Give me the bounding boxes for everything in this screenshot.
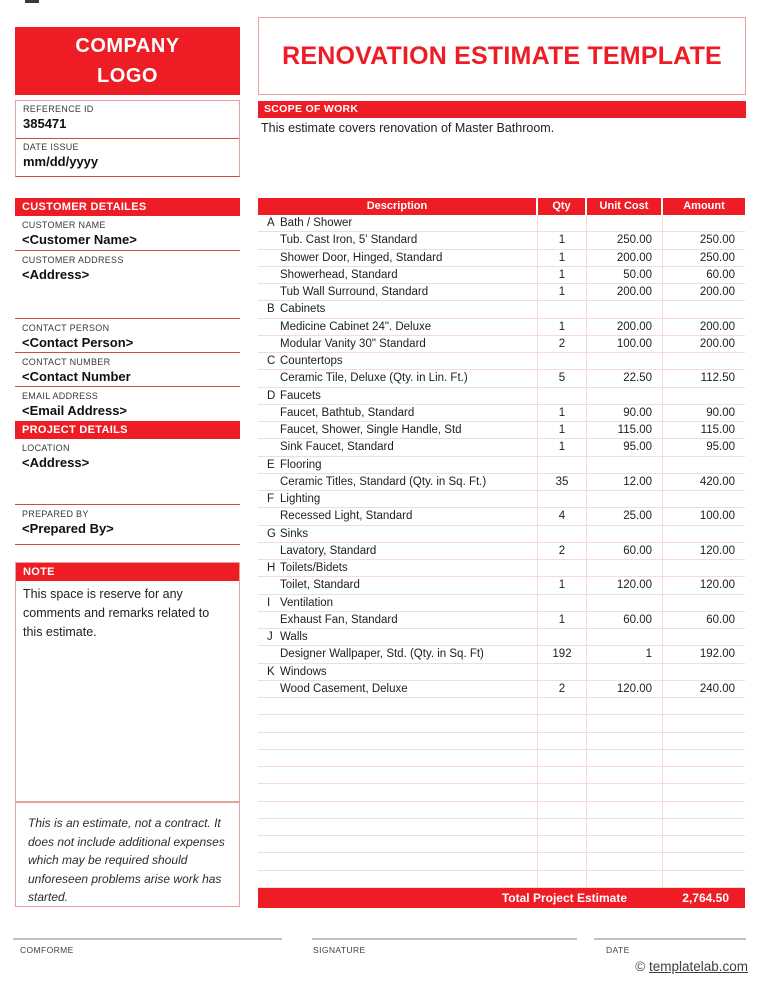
company-logo-line2: LOGO [97,65,158,87]
amount-cell [663,750,745,766]
section-letter: C [267,355,276,367]
qty-cell [538,871,587,887]
customer-address-label: CUSTOMER ADDRESS [22,255,124,265]
table-body [258,215,745,888]
comforme-label: COMFORME [20,945,74,955]
qty-cell: 5 [538,370,587,386]
description-cell [258,284,538,300]
qty-cell [538,560,587,576]
empty-row [258,698,745,715]
empty-row [258,767,745,784]
qty-cell [538,664,587,680]
date-label: DATE [606,945,630,955]
amount-cell: 120.00 [699,579,735,592]
section-letter: E [267,458,275,471]
amount-cell: 115.00 [700,424,735,436]
date-signature-line [594,938,746,940]
amount-cell [663,698,745,714]
qty-cell [538,819,587,835]
empty-row [258,784,745,801]
column-header-description: Description [258,198,538,215]
customer-address-value: <Address> [22,267,90,282]
column-header-unit-cost: Unit Cost [587,198,663,215]
item-row [258,336,745,353]
description-text: Modular Vanity 30" Standard [280,337,426,350]
unit-cost-cell [587,301,663,317]
qty-cell: 1 [538,439,587,455]
amount-cell: 250.00 [699,234,735,247]
reference-box [15,100,240,177]
qty-cell [538,215,587,231]
description-cell [258,784,538,800]
item-row [258,319,745,336]
description-text: Sink Faucet, Standard [280,441,394,454]
description-text: Bath / Shower [280,217,353,229]
qty-cell: 1 [538,612,587,628]
description-cell [258,508,538,524]
section-letter: I [267,596,271,609]
amount-cell [663,871,745,887]
amount-cell [663,733,745,749]
description-text: Recessed Light, Standard [280,510,413,523]
qty-cell: 1 [538,232,587,248]
company-logo-line1: COMPANY [75,35,180,57]
description-text: Ventilation [280,596,334,609]
note-box [15,562,240,802]
amount-cell [663,836,745,852]
description-cell [258,353,538,369]
description-cell [258,560,538,576]
amount-cell [663,853,745,869]
amount-cell: 250.00 [699,251,735,264]
customer-name-value: <Customer Name> [22,232,137,247]
description-cell [258,439,538,455]
date-issue-label: DATE ISSUE [23,142,79,152]
description-cell [258,301,538,317]
unit-cost-cell: 100.00 [587,336,663,352]
description-cell [258,526,538,542]
description-cell [258,819,538,835]
unit-cost-cell: 50.00 [587,267,663,283]
qty-cell [538,526,587,542]
unit-cost-cell: 12.00 [587,474,663,490]
amount-cell: 200.00 [699,286,735,298]
column-header-amount: Amount [663,198,745,215]
description-cell [258,853,538,869]
unit-cost-cell [587,698,663,714]
qty-cell [538,595,587,611]
description-cell [258,646,538,662]
amount-cell [663,595,745,611]
unit-cost-cell: 200.00 [587,250,663,266]
total-value: 2,764.50 [682,890,729,905]
description-text: Tub Wall Surround, Standard [280,286,429,298]
description-text: Walls [280,631,308,643]
description-text: Faucet, Bathtub, Standard [280,406,415,419]
section-row [258,457,745,474]
unit-cost-cell [587,491,663,507]
description-cell [258,336,538,352]
unit-cost-cell [587,664,663,680]
section-row [258,215,745,232]
column-header-qty: Qty [538,198,587,215]
unit-cost-cell: 90.00 [587,405,663,421]
section-letter: F [267,493,275,505]
email-address-field [15,387,240,421]
amount-cell [663,819,745,835]
date-issue-value: mm/dd/yyyy [23,154,99,169]
reference-id-value: 385471 [23,116,67,131]
amount-cell [663,560,745,576]
description-cell [258,698,538,714]
qty-cell: 1 [538,577,587,593]
customer-details-header: CUSTOMER DETAILES [15,198,240,216]
description-cell [258,457,538,473]
description-text: Lavatory, Standard [280,544,377,557]
estimate-table [258,198,745,908]
description-cell [258,319,538,335]
unit-cost-cell [587,560,663,576]
item-row [258,284,745,301]
templatelab-link[interactable]: templatelab.com [648,959,748,974]
unit-cost-cell: 1 [587,646,663,662]
amount-cell: 120.00 [699,544,735,557]
page-title: RENOVATION ESTIMATE TEMPLATE [282,41,722,70]
unit-cost-cell [587,353,663,369]
credit [635,959,748,974]
item-row [258,267,745,284]
copyright-icon: © [635,959,646,974]
qty-cell [538,491,587,507]
amount-cell: 420.00 [699,475,735,488]
qty-cell [538,698,587,714]
item-row [258,370,745,387]
section-row [258,526,745,543]
amount-cell: 200.00 [699,320,735,333]
amount-cell [663,301,745,317]
description-cell [258,388,538,404]
unit-cost-cell [587,595,663,611]
qty-cell [538,853,587,869]
section-letter: D [267,389,276,402]
empty-row [258,819,745,836]
scope-of-work-header: SCOPE OF WORK [258,101,746,118]
qty-cell: 1 [538,250,587,266]
signature-label: SIGNATURE [313,945,366,955]
unit-cost-cell: 200.00 [587,284,663,300]
amount-cell: 100.00 [699,510,735,523]
note-text: This space is reserve for any comments and remarks related to this estimate. [23,587,210,639]
unit-cost-cell [587,836,663,852]
section-row [258,629,745,646]
disclaimer-box [15,802,240,907]
unit-cost-cell: 200.00 [587,319,663,335]
description-text: Wood Casement, Deluxe [280,682,408,695]
description-cell [258,836,538,852]
description-text: Faucets [280,389,321,402]
amount-cell [663,457,745,473]
amount-cell: 200.00 [699,337,735,350]
amount-cell [663,388,745,404]
location-field [15,439,240,505]
item-row [258,474,745,491]
qty-cell [538,715,587,731]
description-text: Exhaust Fan, Standard [280,613,398,626]
amount-cell [663,491,745,507]
amount-cell [663,664,745,680]
description-text: Ceramic Tile, Deluxe (Qty. in Lin. Ft.) [280,372,468,385]
qty-cell [538,629,587,645]
qty-cell [538,457,587,473]
contact-person-field [15,319,240,353]
description-cell [258,491,538,507]
description-text: Shower Door, Hinged, Standard [280,251,443,264]
total-label: Total Project Estimate [501,890,627,905]
qty-cell [538,836,587,852]
description-cell [258,215,538,231]
location-value: <Address> [22,455,90,470]
email-address-value: <Email Address> [22,403,128,418]
item-row [258,646,745,663]
empty-row [258,871,745,888]
description-text: Faucet, Shower, Single Handle, Std [280,424,462,436]
table-header-row [258,198,745,215]
contact-number-label: CONTACT NUMBER [22,357,111,367]
qty-cell: 4 [538,508,587,524]
customer-name-label: CUSTOMER NAME [22,220,106,230]
description-text: Flooring [280,458,322,471]
contact-number-value: <Contact Number [22,369,131,384]
section-row [258,664,745,681]
contact-number-field [15,353,240,387]
section-row [258,353,745,370]
description-cell [258,750,538,766]
note-header: NOTE [16,563,239,581]
unit-cost-cell [587,733,663,749]
unit-cost-cell: 115.00 [587,422,663,438]
company-logo [15,27,240,95]
qty-cell [538,353,587,369]
qty-cell: 2 [538,543,587,559]
description-cell [258,681,538,697]
section-row [258,595,745,612]
item-row [258,422,745,439]
item-row [258,577,745,594]
total-row [258,888,745,908]
description-text: Toilet, Standard [280,579,360,592]
description-text: Countertops [280,355,343,367]
item-row [258,232,745,249]
description-cell [258,767,538,783]
signature-line [312,938,577,940]
prepared-by-label: PREPARED BY [22,509,89,519]
description-cell [258,267,538,283]
amount-cell: 60.00 [706,613,735,626]
unit-cost-cell [587,853,663,869]
unit-cost-cell [587,802,663,818]
qty-cell [538,750,587,766]
section-row [258,301,745,318]
scan-artifact [25,0,39,3]
unit-cost-cell: 95.00 [587,439,663,455]
qty-cell: 2 [538,681,587,697]
unit-cost-cell [587,526,663,542]
description-cell [258,370,538,386]
prepared-by-value: <Prepared By> [22,521,114,536]
description-cell [258,405,538,421]
qty-cell: 2 [538,336,587,352]
unit-cost-cell [587,750,663,766]
description-cell [258,871,538,887]
description-text: Cabinets [280,303,326,316]
qty-cell: 35 [538,474,587,490]
description-text: Sinks [280,527,309,540]
section-row [258,560,745,577]
description-cell [258,577,538,593]
customer-name-field [15,216,240,251]
description-cell [258,595,538,611]
unit-cost-cell: 22.50 [587,370,663,386]
qty-cell: 1 [538,319,587,335]
location-label: LOCATION [22,443,70,453]
empty-row [258,733,745,750]
reference-id-field [16,101,239,139]
section-letter: B [267,303,275,316]
scope-of-work-text: This estimate covers renovation of Master Bathroom. [261,121,555,135]
empty-row [258,750,745,767]
description-cell [258,733,538,749]
section-row [258,388,745,405]
description-cell [258,664,538,680]
description-cell [258,612,538,628]
project-details-header: PROJECT DETAILS [15,421,240,439]
description-cell [258,474,538,490]
amount-cell: 240.00 [699,682,735,695]
amount-cell: 60.00 [706,268,735,281]
section-letter: K [267,665,275,678]
amount-cell [663,802,745,818]
section-letter: A [267,217,275,229]
description-text: Designer Wallpaper, Std. (Qty. in Sq. Ft) [280,648,484,661]
unit-cost-cell [587,457,663,473]
description-cell [258,715,538,731]
item-row [258,681,745,698]
item-row [258,543,745,560]
empty-row [258,853,745,870]
section-letter: G [267,527,276,540]
unit-cost-cell [587,715,663,731]
amount-cell [663,353,745,369]
amount-cell [663,629,745,645]
unit-cost-cell [587,871,663,887]
qty-cell: 1 [538,284,587,300]
amount-cell [663,784,745,800]
unit-cost-cell: 60.00 [587,612,663,628]
item-row [258,612,745,629]
qty-cell [538,388,587,404]
unit-cost-cell: 120.00 [587,577,663,593]
section-row [258,491,745,508]
item-row [258,405,745,422]
customer-address-field [15,251,240,319]
description-text: Lighting [280,493,321,505]
qty-cell: 1 [538,405,587,421]
qty-cell [538,733,587,749]
description-text: Toilets/Bidets [280,562,348,574]
prepared-by-field [15,505,240,545]
amount-cell: 192.00 [699,648,735,661]
description-cell [258,232,538,248]
contact-person-value: <Contact Person> [22,335,134,350]
unit-cost-cell: 25.00 [587,508,663,524]
amount-cell [663,715,745,731]
item-row [258,439,745,456]
description-text: Tub. Cast Iron, 5' Standard [280,234,418,247]
description-cell [258,629,538,645]
description-text: Windows [280,665,327,678]
unit-cost-cell: 60.00 [587,543,663,559]
description-text: Ceramic Titles, Standard (Qty. in Sq. Ft.) [280,475,487,488]
empty-row [258,802,745,819]
disclaimer-text: This is an estimate, not a contract. It does not include additional expenses which may be required should unforeseen problems arise work has started. [28,816,225,905]
email-address-label: EMAIL ADDRESS [22,391,99,401]
comforme-signature-line [13,938,282,940]
empty-row [258,715,745,732]
qty-cell [538,301,587,317]
description-cell [258,543,538,559]
qty-cell [538,784,587,800]
amount-cell: 90.00 [706,406,735,419]
qty-cell: 1 [538,267,587,283]
amount-cell: 95.00 [706,441,735,454]
description-text: Showerhead, Standard [280,268,398,281]
date-issue-field [16,139,239,177]
description-cell [258,802,538,818]
section-letter: H [267,562,276,574]
item-row [258,250,745,267]
qty-cell [538,767,587,783]
section-letter: J [267,631,273,643]
description-text: Medicine Cabinet 24". Deluxe [280,320,432,333]
unit-cost-cell [587,629,663,645]
unit-cost-cell [587,388,663,404]
description-cell [258,250,538,266]
amount-cell [663,526,745,542]
unit-cost-cell [587,784,663,800]
item-row [258,508,745,525]
unit-cost-cell: 250.00 [587,232,663,248]
contact-person-label: CONTACT PERSON [22,323,110,333]
amount-cell [663,767,745,783]
qty-cell [538,802,587,818]
qty-cell: 1 [538,422,587,438]
description-cell [258,422,538,438]
empty-row [258,836,745,853]
amount-cell [663,215,745,231]
reference-id-label: REFERENCE ID [23,104,94,114]
unit-cost-cell [587,819,663,835]
unit-cost-cell [587,767,663,783]
document-title-box [258,17,746,95]
amount-cell: 112.50 [700,372,735,385]
unit-cost-cell: 120.00 [587,681,663,697]
unit-cost-cell [587,215,663,231]
qty-cell: 192 [538,646,587,662]
